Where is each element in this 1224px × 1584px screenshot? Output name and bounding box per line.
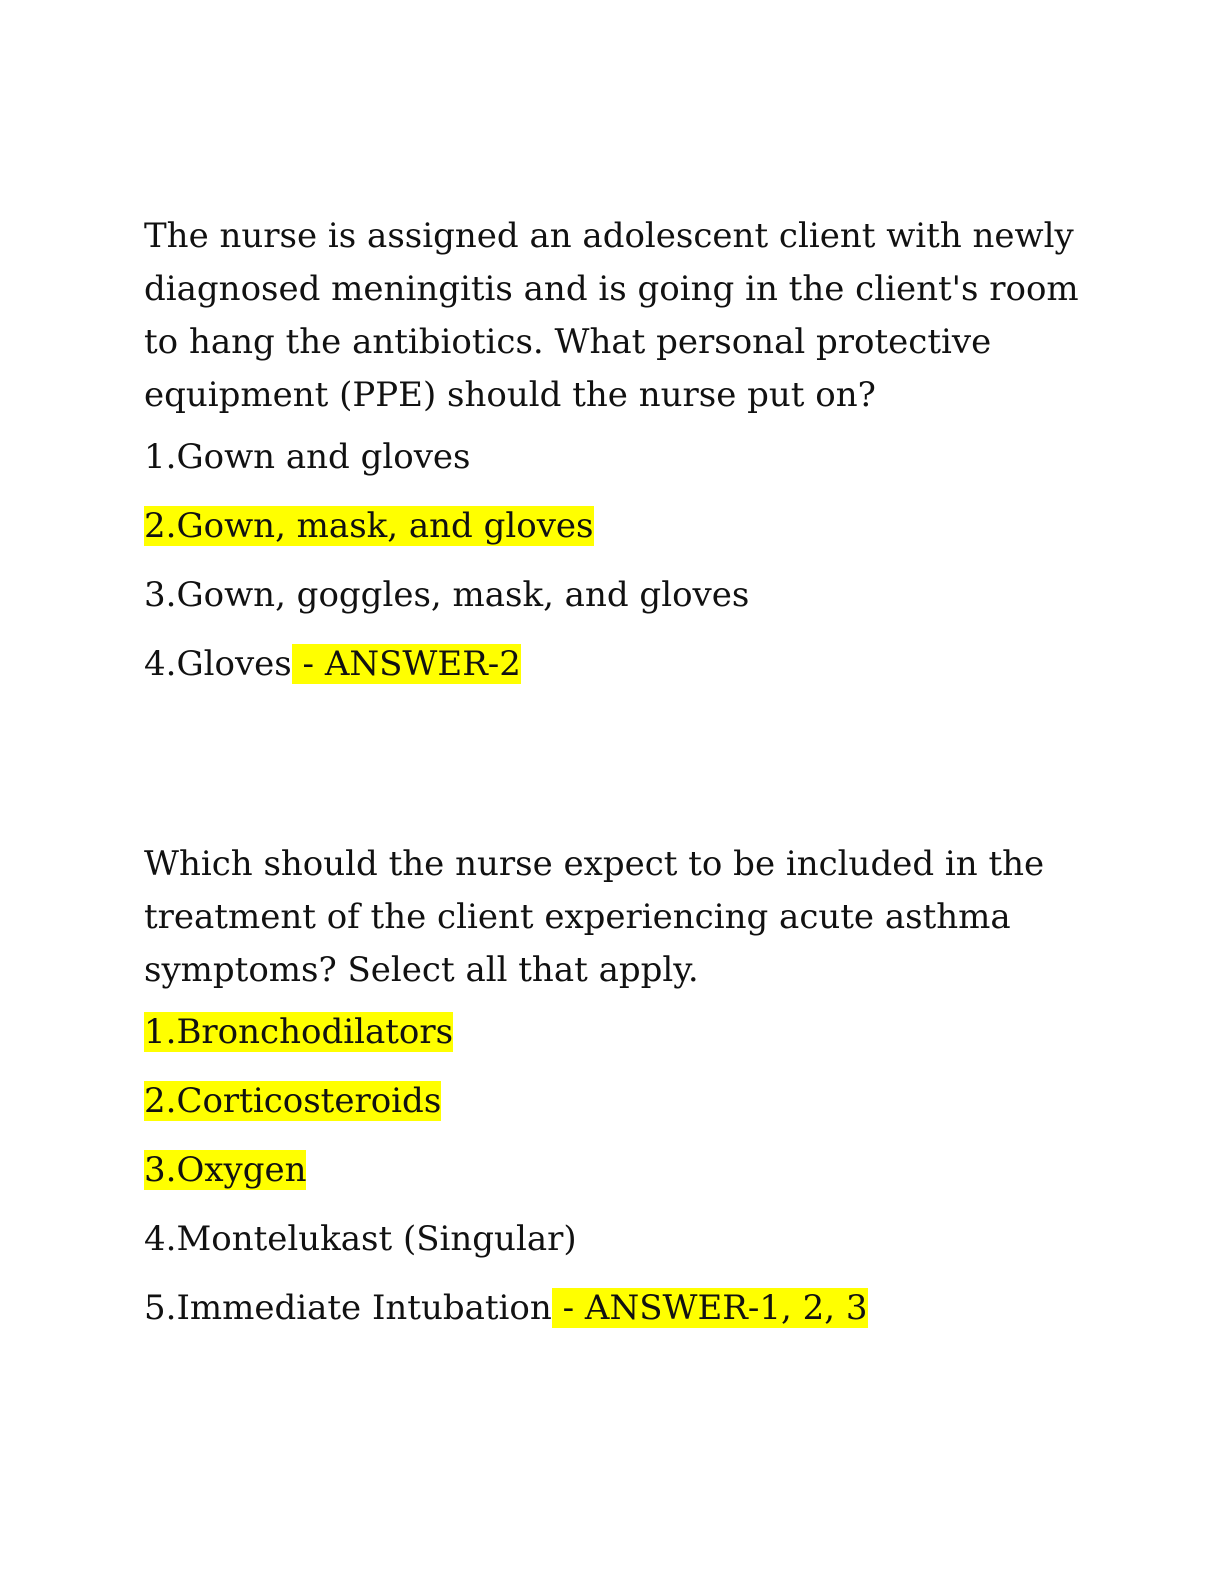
option-label-highlighted: 3.Oxygen xyxy=(144,1150,307,1190)
option-item xyxy=(144,434,1104,480)
option-label-highlighted: 2.Corticosteroids xyxy=(144,1081,442,1121)
question-text: The nurse is assigned an adolescent client with newly diagnosed meningitis and is going in the client's room to hang the antibiotics. What personal protective equipment (PPE) should the nurse put on? xyxy=(144,216,1079,415)
question-block-1 xyxy=(144,210,1104,687)
answer-key: - ANSWER-1, 2, 3 xyxy=(551,1288,868,1328)
option-label: 5.Immediate Intubation xyxy=(144,1288,552,1328)
option-label: 3.Gown, goggles, mask, and gloves xyxy=(144,575,750,615)
question-text: Which should the nurse expect to be included in the treatment of the client experiencing acute asthma symptoms? Select all that apply. xyxy=(144,844,1045,990)
answer-key: - ANSWER-2 xyxy=(291,644,521,684)
option-item xyxy=(144,1078,1104,1124)
option-item xyxy=(144,1216,1104,1262)
option-item xyxy=(144,641,1104,687)
option-item xyxy=(144,1285,1104,1331)
option-label: 4.Montelukast (Singular) xyxy=(144,1219,577,1259)
option-label: 1.Gown and gloves xyxy=(144,437,471,477)
option-label-highlighted: 1.Bronchodilators xyxy=(144,1012,454,1052)
option-label: 4.Gloves xyxy=(144,644,292,684)
document-page xyxy=(144,210,1104,1354)
option-item xyxy=(144,1009,1104,1055)
section-spacer xyxy=(144,710,1104,838)
question-block-2 xyxy=(144,838,1104,1331)
option-label-highlighted: 2.Gown, mask, and gloves xyxy=(144,506,594,546)
option-item xyxy=(144,503,1104,549)
option-item xyxy=(144,1147,1104,1193)
option-item xyxy=(144,572,1104,618)
